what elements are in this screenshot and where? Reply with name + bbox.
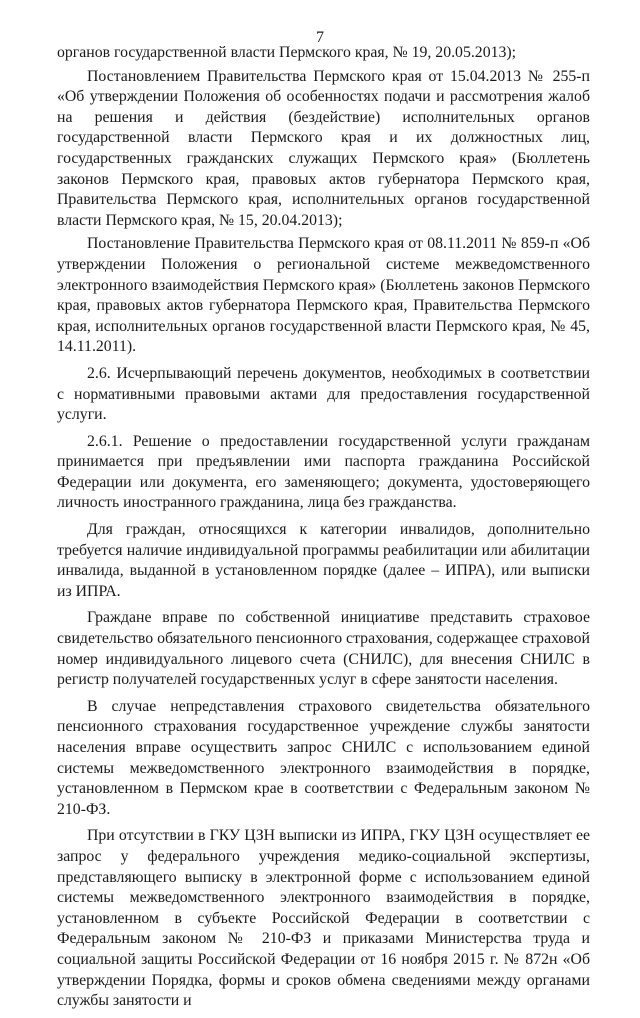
paragraph-snils-voluntary: Граждане вправе по собственной инициативе представить страховое свидетельство обязательного пенсионного страхования, содержащее страховой номер индивидуального лицевого счета (СНИЛС), для внесения СНИЛС в регистр получателей государственных услуг в сфере занятости населения. — [57, 609, 590, 689]
paragraph-resolution-255p: Постановлением Правительства Пермского края от 15.04.2013 № 255-п «Об утверждении Положения об особенностях подачи и рассмотрения жалоб на решения и действия (бездействие) исполнительных органов государственной власти Пермского края и их должностных лиц, государственных гражданских служащих Пермского края» (Бюллетень законов Пермского края, правовых актов губернатора Пермского края, Правительства Пермского края, исполнительных органов государственной власти Пермского края, № 15, 20.04.2013); — [57, 67, 590, 229]
paragraph-continuation: органов государственной власти Пермского края, № 19, 20.05.2013); — [57, 44, 517, 61]
paragraph-section-2-6: 2.6. Исчерпывающий перечень документов, необходимых в соответствии с нормативными правовыми актами для предоставления государственной услуги. — [57, 364, 590, 424]
paragraph-ipra-request: При отсутствии в ГКУ ЦЗН выписки из ИПРА, ГКУ ЦЗН осуществляет ее запрос у федерального учреждения медико-социальной экспертизы, представляющего выписку в электронной форме с использованием единой системы межведомственного электронного взаимодействия в порядке, установленном в субъекте Российской Федерации в соответствии с Федеральным законом № 210-ФЗ и приказами Министерства труда и социальной защиты Российской Федерации от 16 ноября 2015 г. № 872н «Об утверждении Порядка, формы и сроков обмена сведениями между органами службы занятости и — [57, 827, 590, 1010]
page-number: 7 — [316, 29, 324, 46]
paragraph-resolution-859p: Постановление Правительства Пермского края от 08.11.2011 № 859-п «Об утверждении Положения о региональной системе межведомственного электронного взаимодействия Пермского края» (Бюллетень законов Пермского края, правовых актов губернатора Пермского края, Правительства Пермского края, исполнительных органов государственной власти Пермского края, № 45, 14.11.2011). — [57, 235, 590, 356]
document-body — [57, 43, 590, 1018]
paragraph-snils-request: В случае непредставления страхового свидетельства обязательного пенсионного страхования государственное учреждение службы занятости населения вправе осуществить запрос СНИЛС с использованием единой системы межведомственного электронного взаимодействия в порядке, установленном в Пермском крае в соответствии с Федеральным законом № 210-ФЗ. — [57, 697, 590, 818]
paragraph-disabled-citizens: Для граждан, относящихся к категории инвалидов, дополнительно требуется наличие индивидуальной программы реабилитации или абилитации инвалида, выданной в установленном порядке (далее – ИПРА), или выписки из ИПРА. — [57, 521, 590, 600]
paragraph-section-2-6-1: 2.6.1. Решение о предоставлении государственной услуги гражданам принимается при предъявлении ими паспорта гражданина Российской Федерации или документа, его заменяющего; документа, удостоверяющего личность иностранного гражданина, лица без гражданства. — [57, 432, 590, 512]
